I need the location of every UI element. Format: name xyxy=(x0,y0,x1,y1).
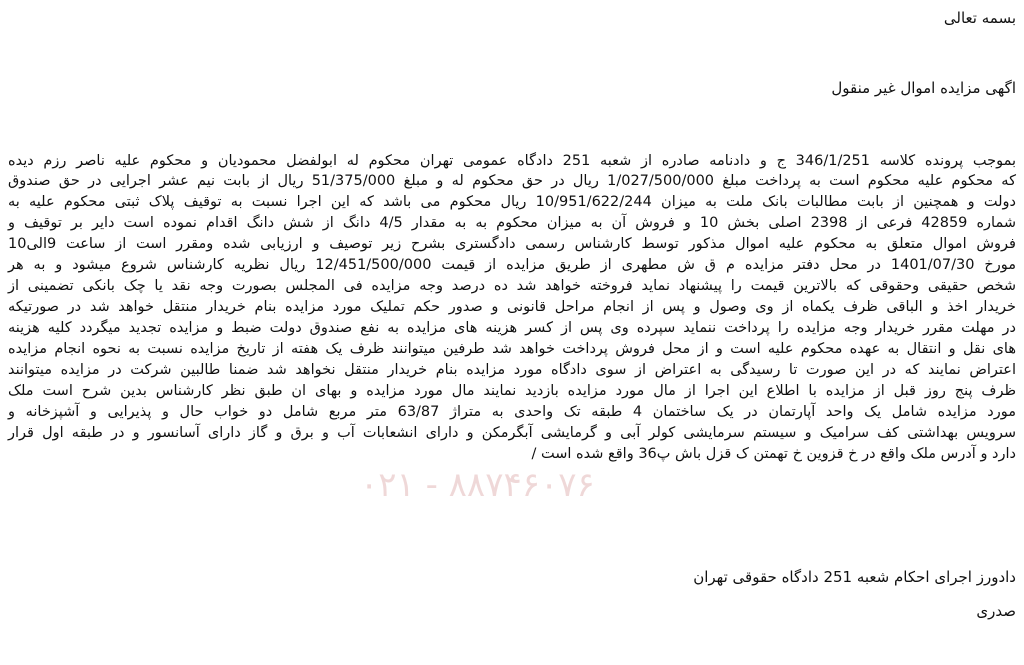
body-line: بموجب پرونده کلاسه 346/1/251 ج و دادنامه صادره از شعبه 251 دادگاه عمومی تهران محکوم له ابولفضل محمودیان و محکوم علیه ناصر رزم دیده xyxy=(8,153,1016,169)
basmala-heading: بسمه تعالی xyxy=(943,9,1016,27)
body-line: سرویس بهداشتی کف سرامیک و سیستم سرمایشی کولر آبی و گرمایشی آبگرمکن و دارای انشعابات آب و برق و گاز دارای آسانسور و در طبقه اول قرار xyxy=(8,425,1016,441)
body-line: مورخ 1401/07/30 در محل دفتر مزایده م ق ش مطهری از طریق مزایده از قیمت 12/451/500/000 ریال نظریه کارشناس شروع میشود و به هر xyxy=(8,257,1016,273)
body-line: خریدار اخذ و الباقی ظرف یکماه از وی وصول و پس از انجام مراحل قانونی و صدور حکم تملیک مورد مزایده بنام خریدار منتقل خواهد شد در صورتیکه xyxy=(8,299,1016,315)
notice-title: اگهی مزایده اموال غیر منقول xyxy=(831,79,1016,97)
body-line: های نقل و انتقال به عهده محکوم علیه است و از محل فروش پرداخت خواهد شد طرفین میتوانند ظرف یک هفته از تاریخ مزایده نسبت به نحوه انجام مزایده xyxy=(8,341,1016,357)
body-line: شماره 42859 فرعی از 2398 اصلی بخش 10 و فروش آن به میزان محکوم به به مقدار 4/5 دانگ از شش دانگ اقدام نموده است دایر بر توقیف و xyxy=(8,215,1017,231)
body-line: ظرف پنج روز قبل از مزایده با اطلاع این اجرا از مال مورد مزایده بازدید نمایند مال مورد مزایده و بهای ان طبق نظر کارشناس بدین شرح است ملک xyxy=(8,383,1016,399)
signature-title: دادورز اجرای احکام شعبه 251 دادگاه حقوقی تهران xyxy=(693,568,1016,586)
body-line: دولت و همچنین از بابت مطالبات بانک ملت به میزان 10/951/622/244 ریال محکوم می باشد که این اجرا نسبت به توقیف پلاک ثبتی محکوم علیه به xyxy=(8,194,1016,210)
body-line: اعتراض نمایند که در این صورت تا رسیدگی به اعتراض از سوی دادگاه مورد مزایده بنام خریدار منتقل نخواهد شد ضمنا طالبین شرکت در مزایده میتوانند xyxy=(8,362,1016,378)
phone-watermark: ۰۲۱ - ۸۸۷۴۶۰۷۶ xyxy=(360,465,595,505)
body-line-last: دارد و آدرس ملک واقع در خ قزوین خ تهمتن ک قزل باش پ36 واقع شده است / xyxy=(531,446,1016,462)
body-line: در مهلت مقرر خریدار وجه مزایده را پرداخت ننماید سپرده وی پس از کسر هزینه های مزایده به نفع صندوق دولت ضبط و مزایده تجدید میگردد کلیه هزینه xyxy=(8,320,1016,336)
signature-name: صدری xyxy=(976,602,1016,620)
body-line: که محکوم علیه محکوم است به پرداخت مبلغ 1/027/500/000 ریال در حق محکوم له و مبلغ 51/375/000 ریال از بابت نیم عشر اجرایی در حق صندوق xyxy=(8,173,1016,189)
body-line: فروش اموال متعلق به محکوم علیه اموال مذکور توسط کارشناس رسمی دادگستری بشرح زیر توصیف و ارزیابی شده ومقرر است از ساعت 9الی10 xyxy=(8,236,1016,252)
body-line: شخص حقیقی وحقوقی که بالاترین قیمت را پیشنهاد نماید فروخته خواهد شد ده درصد وجه مزایده فی المجلس بصورت وجه نقد یا چک بانکی تضمینی از xyxy=(8,278,1016,294)
body-line: مورد مزایده شامل یک واحد آپارتمان در یک ساختمان 4 طبقه تک واحدی به متراژ 63/87 متر مربع شامل دو خواب حال و پذیرایی و آشپزخانه و xyxy=(8,404,1016,420)
